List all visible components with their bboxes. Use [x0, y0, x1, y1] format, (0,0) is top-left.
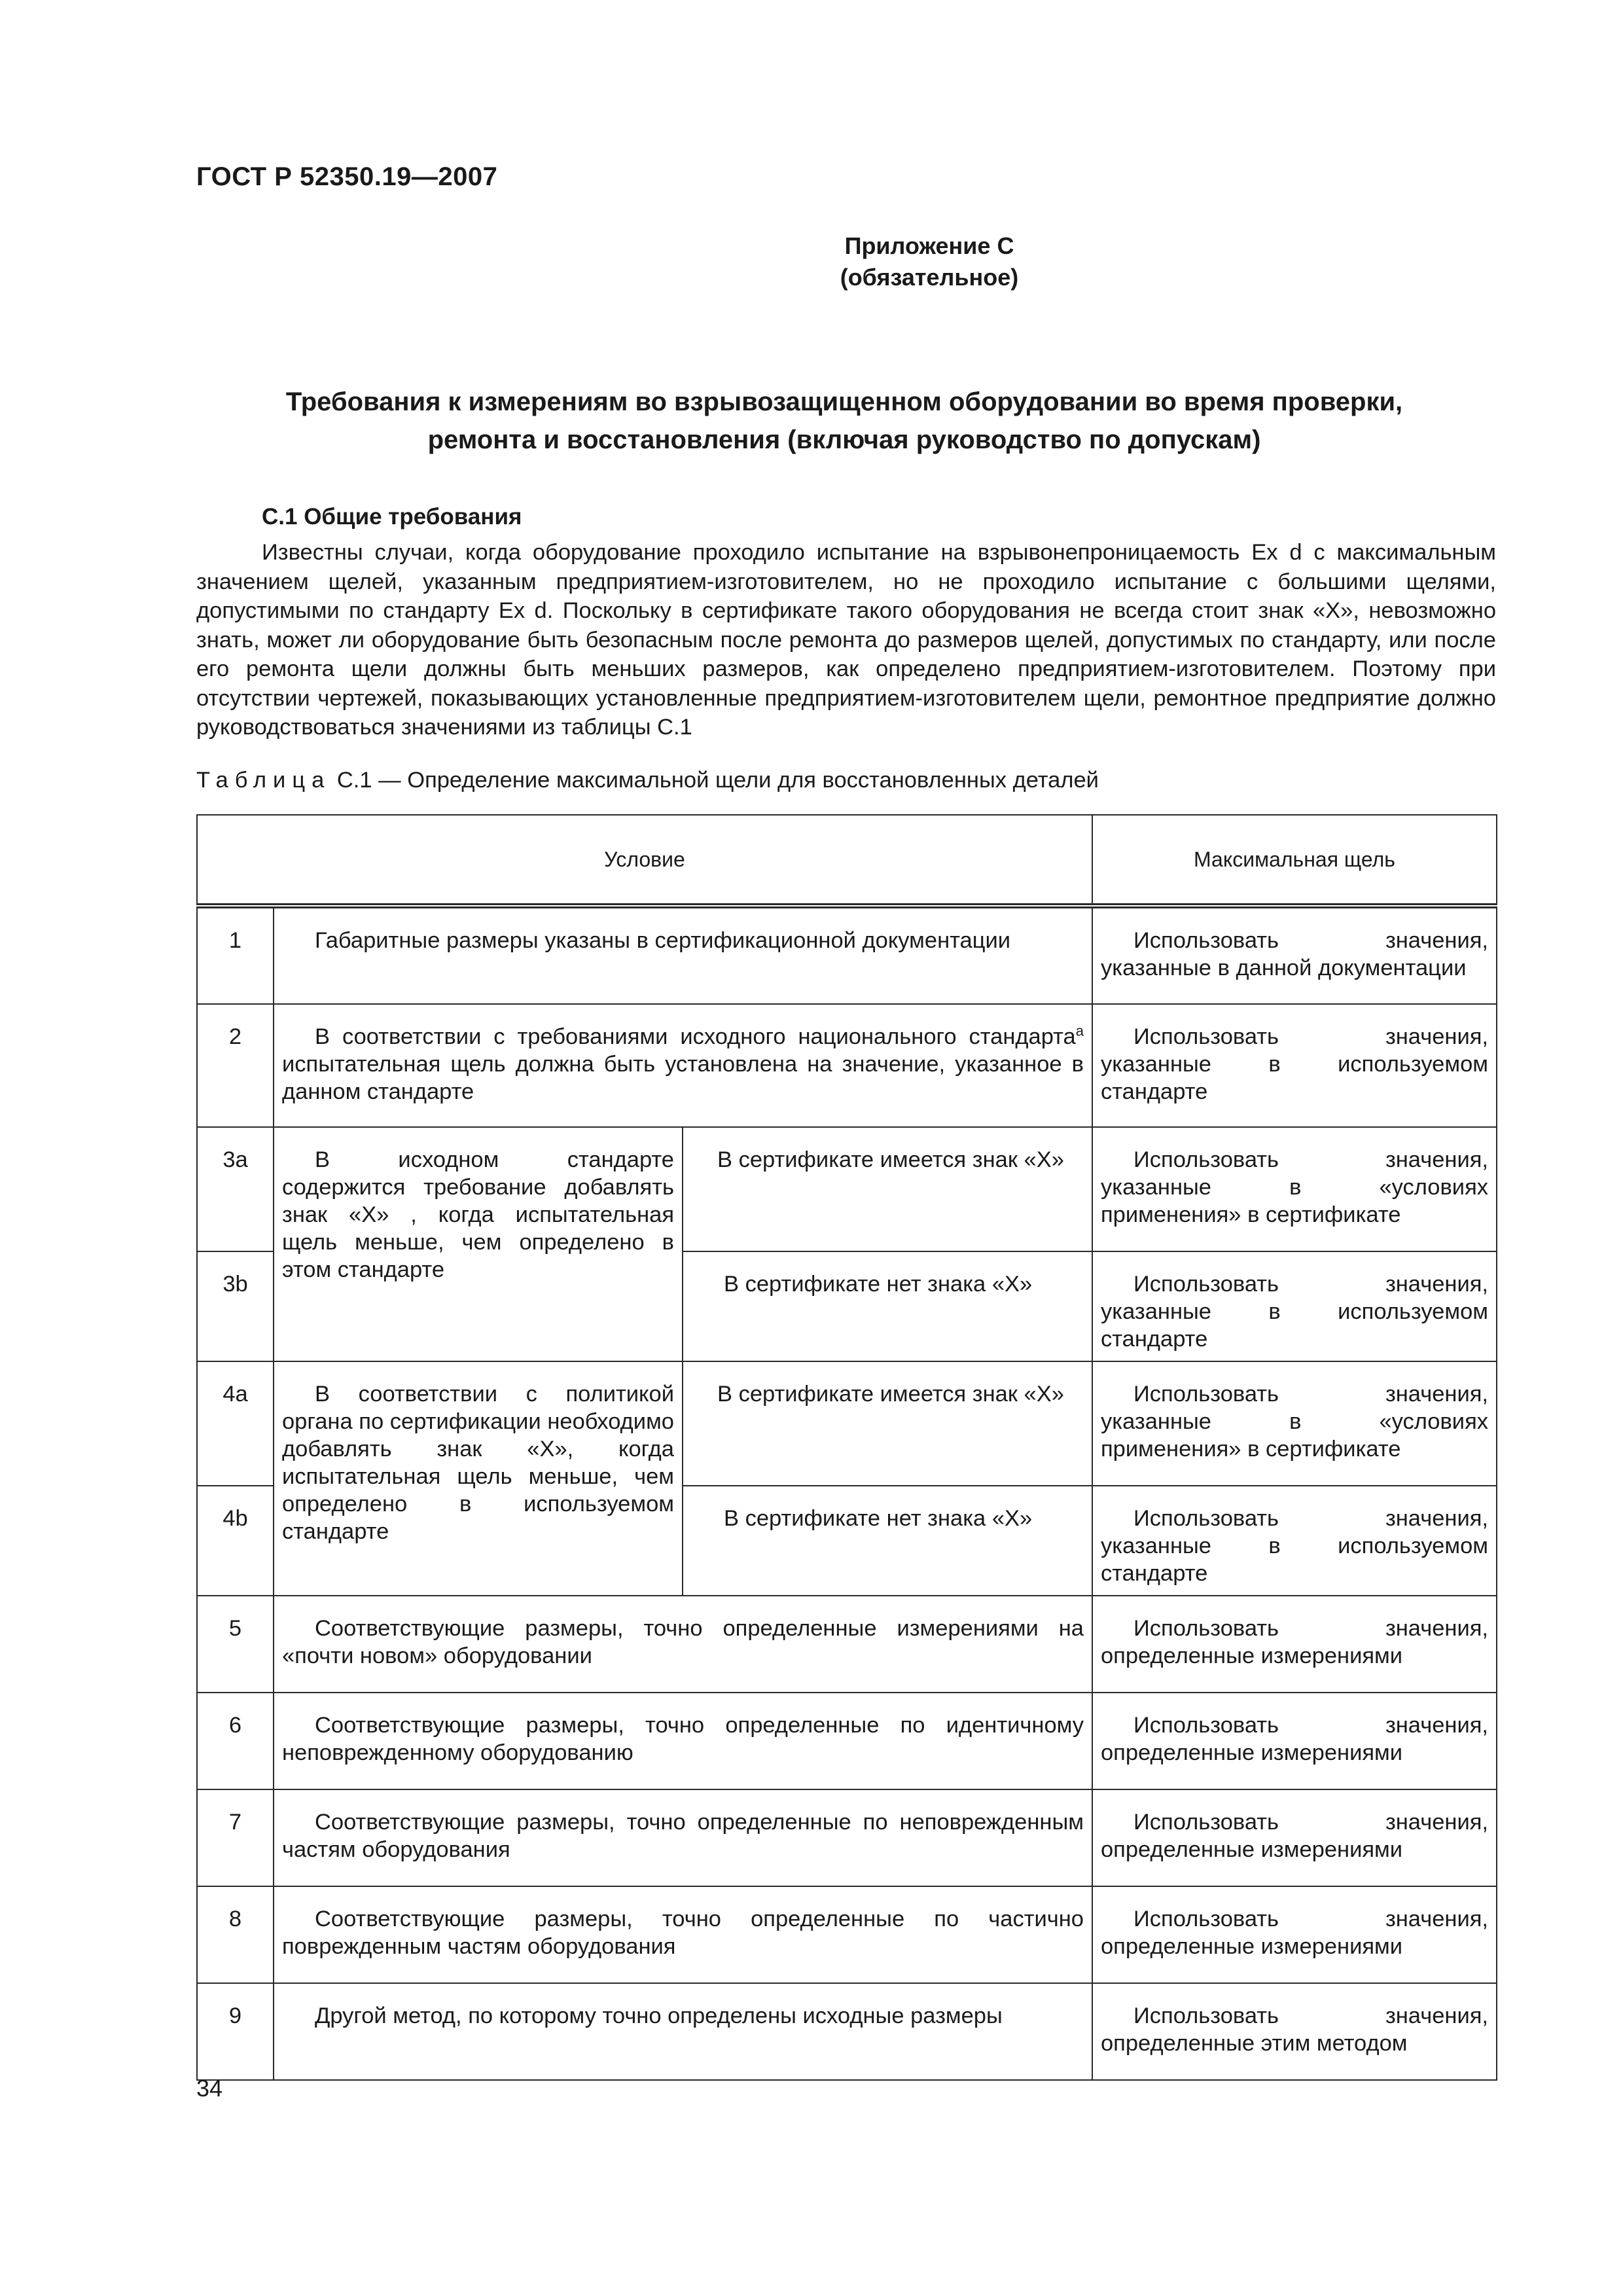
row-value: Использовать значения, указанные в используемом стандарте	[1092, 1251, 1497, 1361]
row-number: 3a	[197, 1127, 274, 1251]
table-row	[197, 906, 1497, 1004]
page-title-line-2: ремонта и восстановления (включая руководство по допускам)	[427, 425, 1261, 454]
row-value: Использовать значения, указанные в используемом стандарте	[1092, 1486, 1497, 1596]
appendix-title: Приложение С	[844, 232, 1014, 259]
row-number: 4b	[197, 1486, 274, 1596]
table-row	[197, 1886, 1497, 1983]
footnote-marker: a	[1075, 1022, 1084, 1039]
row-value: Использовать значения, определенные измерениями	[1092, 1596, 1497, 1693]
table-row	[197, 1596, 1497, 1693]
table-row	[197, 1693, 1497, 1789]
row-number: 6	[197, 1693, 274, 1789]
row-value: Использовать значения, указанные в «условиях применения» в сертификате	[1092, 1361, 1497, 1486]
appendix-status: (обязательное)	[840, 264, 1019, 291]
row-value: Использовать значения, указанные в используемом стандарте	[1092, 1004, 1497, 1127]
page-number: 34	[196, 2075, 223, 2102]
appendix-label	[0, 230, 1623, 293]
header-max-gap: Максимальная щель	[1092, 815, 1497, 906]
row-condition: Другой метод, по которому точно определены исходные размеры	[274, 1983, 1092, 2080]
table-caption-label: Таблица	[196, 768, 331, 793]
table-row	[197, 1361, 1497, 1486]
section-heading: С.1 Общие требования	[262, 504, 522, 529]
row-value: Использовать значения, указанные в данной документации	[1092, 906, 1497, 1004]
row-sub-condition: В сертификате нет знака «Х»	[683, 1251, 1092, 1361]
document-code: ГОСТ Р 52350.19—2007	[196, 162, 498, 191]
table-caption-text: С.1 — Определение максимальной щели для восстановленных деталей	[336, 768, 1099, 793]
table-row	[197, 1983, 1497, 2080]
page-title	[196, 383, 1492, 459]
table-header-row	[197, 815, 1497, 906]
row-number: 9	[197, 1983, 274, 2080]
page-title-line-1: Требования к измерениям во взрывозащищенном оборудовании во время проверки,	[285, 387, 1403, 416]
row-value: Использовать значения, определенные измерениями	[1092, 1693, 1497, 1789]
row-condition: Соответствующие размеры, точно определенные по неповрежденным частям оборудования	[274, 1789, 1092, 1886]
row-condition-part-2: испытательная щель должна быть установлена на значение, указанное в данном стандарте	[282, 1052, 1084, 1104]
row-condition: Соответствующие размеры, точно определенные измерениями на «почти новом» оборудовании	[274, 1596, 1092, 1693]
row-sub-condition: В сертификате имеется знак «Х»	[683, 1127, 1092, 1251]
row-value: Использовать значения, определенные измерениями	[1092, 1789, 1497, 1886]
row-number: 4a	[197, 1361, 274, 1486]
row-number: 3b	[197, 1251, 274, 1361]
gap-table	[196, 814, 1497, 2081]
intro-paragraph: Известны случаи, когда оборудование проходило испытание на взрывонепроницаемость Ex d с максимальным значением щелей, указанным предприятием-изготовителем, но не проходило испытание с большими щелями, допустимыми по стандарту Ex d. Поскольку в сертификате такого оборудования не всегда стоит знак «Х», невозможно знать, может ли оборудование быть безопасным после ремонта до размеров щелей, допустимых по стандарту, или после его ремонта щели должны быть меньших размеров, как определено предприятием-изготовителем. Поэтому при отсутствии чертежей, показывающих установленные предприятием-изготовителем щели, ремонтное предприятие должно руководствоваться значениями из таблицы С.1	[196, 540, 1496, 740]
row-condition	[274, 1004, 1092, 1127]
row-group-condition: В исходном стандарте содержится требование добавлять знак «Х» , когда испытательная щель меньше, чем определено в этом стандарте	[274, 1127, 683, 1361]
row-number: 5	[197, 1596, 274, 1693]
row-group-condition: В соответствии с политикой органа по сертификации необходимо добавлять знак «Х», когда испытательная щель меньше, чем определено в используемом стандарте	[274, 1361, 683, 1596]
row-number: 8	[197, 1886, 274, 1983]
row-value: Использовать значения, указанные в «условиях применения» в сертификате	[1092, 1127, 1497, 1251]
row-number: 2	[197, 1004, 274, 1127]
table-caption	[196, 768, 1099, 793]
row-sub-condition: В сертификате нет знака «Х»	[683, 1486, 1092, 1596]
row-number: 1	[197, 906, 274, 1004]
row-number: 7	[197, 1789, 274, 1886]
row-sub-condition: В сертификате имеется знак «Х»	[683, 1361, 1092, 1486]
table-row	[197, 1127, 1497, 1251]
row-value: Использовать значения, определенные измерениями	[1092, 1886, 1497, 1983]
row-condition: Габаритные размеры указаны в сертификационной документации	[274, 906, 1092, 1004]
header-condition: Условие	[197, 815, 1092, 906]
row-value: Использовать значения, определенные этим методом	[1092, 1983, 1497, 2080]
table-row	[197, 1789, 1497, 1886]
row-condition: Соответствующие размеры, точно определенные по частично поврежденным частям оборудования	[274, 1886, 1092, 1983]
row-condition-part-1: В соответствии с требованиями исходного национального стандарта	[315, 1024, 1076, 1049]
row-condition: Соответствующие размеры, точно определенные по идентичному неповрежденному оборудованию	[274, 1693, 1092, 1789]
table-row	[197, 1004, 1497, 1127]
